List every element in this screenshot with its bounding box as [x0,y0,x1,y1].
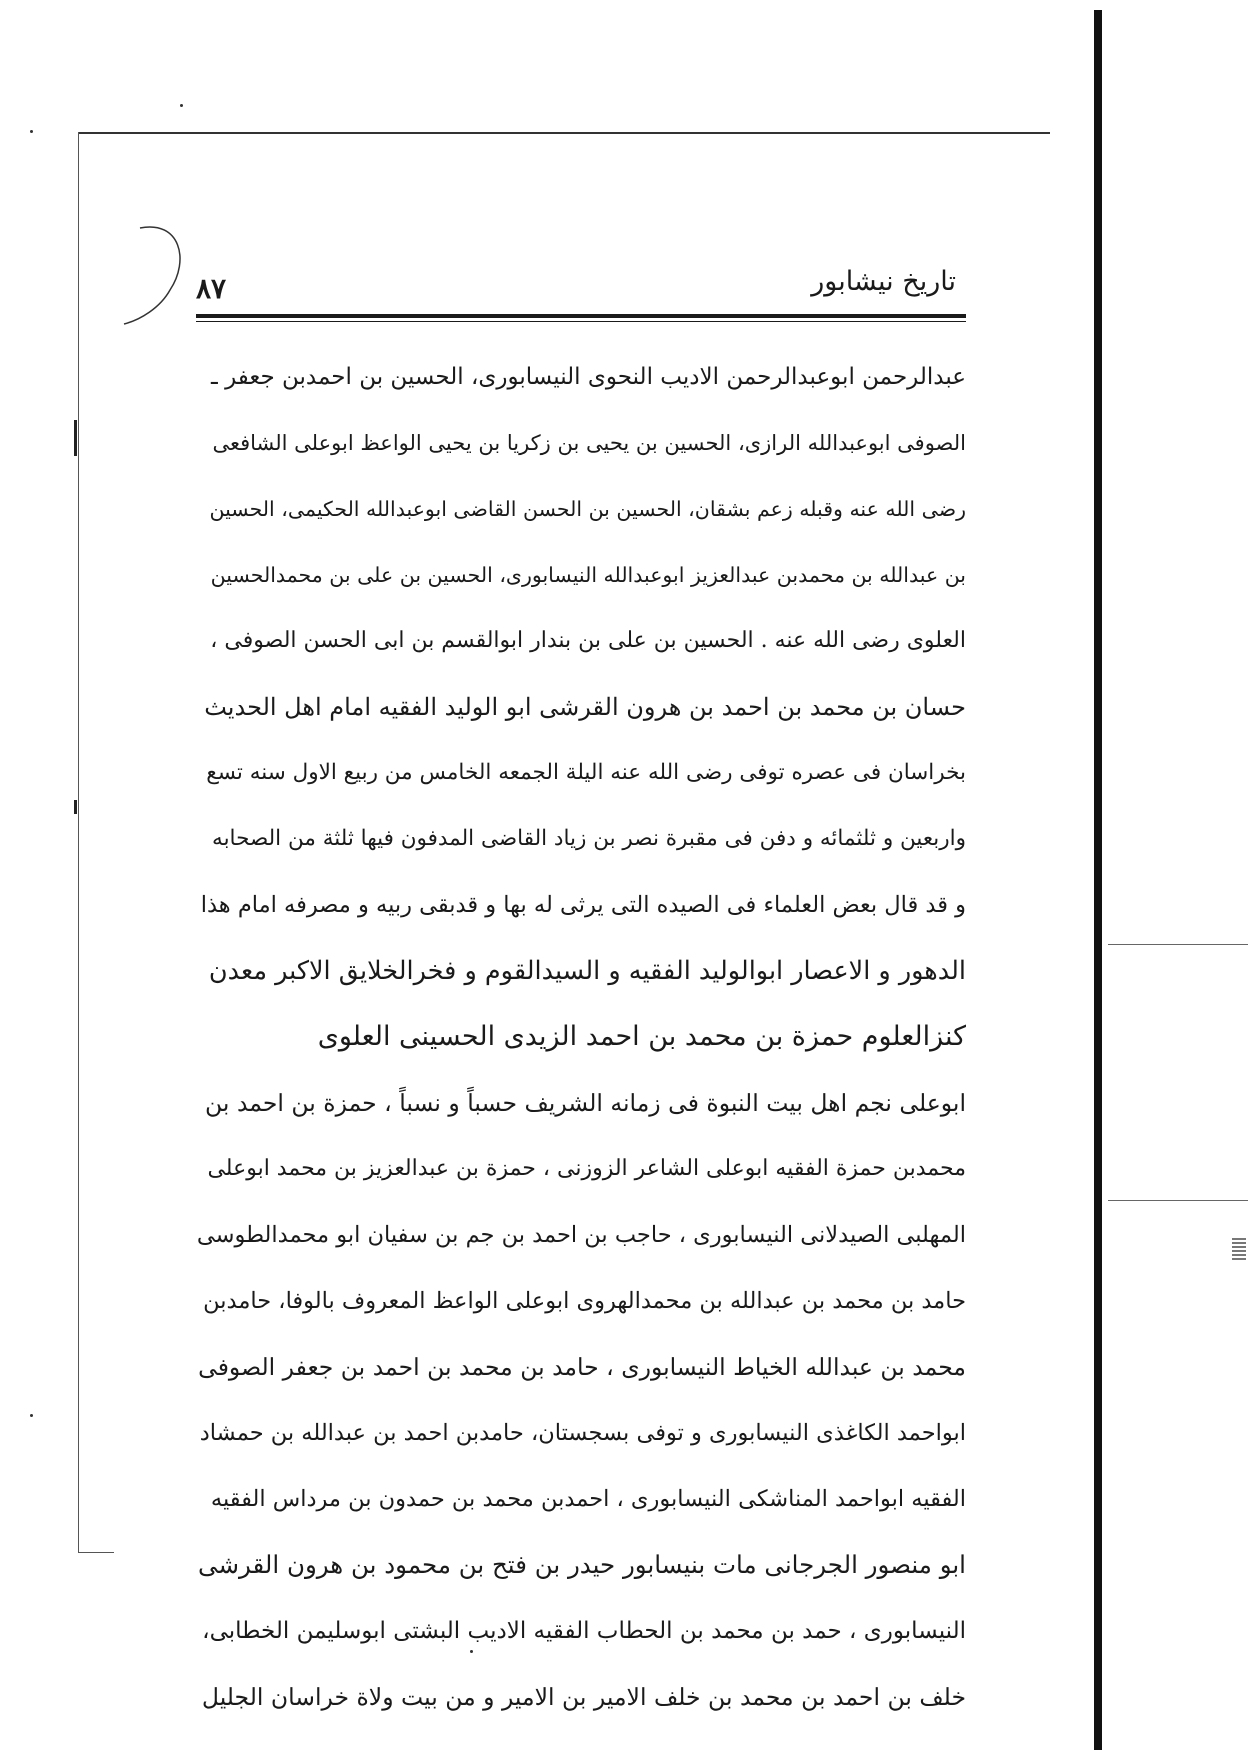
margin-tick [74,420,77,456]
page-number: ۸۷ [196,272,227,305]
text-line: واربعین و ثلثمائه و دفن فی مقبرة نصر بن زیاد القاضی المدفون فیها ثلثة من الصحابه [212,826,966,851]
margin-rule [1108,1200,1248,1201]
scan-speck [30,1414,33,1417]
text-line: خلف بن احمد بن محمد بن خلف الامیر بن الامیر و من بیت ولاة خراسان الجلیل [201,1683,966,1711]
running-title: تاریخ نیشابور [811,266,956,297]
frame-left-foot [78,1552,114,1553]
text-line: الصوفی ابوعبدالله الرازی، الحسین بن یحیی بن زکریا بن یحیی الواعظ ابوعلی الشافعی [212,431,966,455]
scan-speck [180,104,183,107]
body-text [196,344,966,1730]
text-line: النیسابوری ، حمد بن محمد بن الحطاب الفقیه الادیب البشتی ابوسلیمن الخطابی، [202,1618,966,1644]
text-line: الدهور و الاعصار ابوالولید الفقیه و السیدالقوم و فخرالخلایق الاکبر معدن [208,956,966,986]
text-line: ابواحمد الکاغذی النیسابوری و توفی بسجستان، حامدبن احمد بن عبدالله بن حمشاد [199,1420,966,1446]
text-line: و قد قال بعض العلماء فی الصیده التی یرثی له بها و قدبقی ربیه و مصرفه امام هذا [200,892,966,918]
margin-rule [1108,944,1248,945]
frame-left-border [78,132,79,1552]
text-line: حسان بن محمد بن احمد بن هرون القرشی ابو الولید الفقیه امام اهل الحدیث [204,693,966,721]
text-line: ابوعلی نجم اهل بیت النبوة فی زمانه الشریف حسباً و نسباً ، حمزة بن احمد بن [205,1089,966,1117]
text-line: العلوی رضی الله عنه . الحسین بن علی بن بندار ابوالقسم بن ابی الحسن الصوفی ، [210,628,966,653]
text-line: المهلبی الصیدلانی النیسابوری ، حاجب بن احمد بن جم بن سفیان ابو محمدالطوسی [196,1222,966,1248]
text-line: حامد بن محمد بن عبدالله بن محمدالهروی ابوعلی الواعظ المعروف بالوفا، حامدبن [203,1288,966,1314]
binding-shadow-line [1094,10,1102,1750]
text-line: ابو منصور الجرجانی مات بنیسابور حیدر بن فتح بن محمود بن هرون القرشی [198,1550,966,1579]
frame-top-border [78,132,1050,134]
text-line: بخراسان فی عصره توفی رضی الله عنه الیلة الجمعه الخامس من ربیع الاول سنه تسع [206,760,966,785]
text-line: بن عبدالله بن محمدبن عبدالعزیز ابوعبدالله النیسابوری، الحسین بن علی بن محمدالحسین [210,563,966,587]
header-rule [196,314,966,318]
text-line: کنزالعلوم حمزة بن محمد بن احمد الزیدی الحسینی العلوی [317,1021,966,1052]
running-header [196,266,956,306]
scan-speck [30,130,33,133]
text-line: الفقیه ابواحمد المناشکی النیسابوری ، احمدبن محمد بن حمدون بن مرداس الفقیه [210,1486,966,1512]
margin-tick [74,800,77,814]
text-line: رضی الله عنه وقبله زعم بشقان، الحسین بن الحسن القاضی ابوعبدالله الحکیمی، الحسین [209,497,966,521]
text-line: محمدبن حمزة الفقیه ابوعلی الشاعر الزوزنی ، حمزة بن عبدالعزیز بن محمد ابوعلی [207,1156,966,1181]
text-line: عبدالرحمن ابوعبدالرحمن الادیب النحوی النیسابوری، الحسین بن احمدبن جعفر ـ [211,364,966,390]
header-rule [196,321,966,322]
text-line: محمد بن عبدالله الخیاط النیسابوری ، حامد بن محمد بن احمد بن جعفر الصوفی [198,1353,966,1381]
margin-mark [1232,1238,1246,1260]
